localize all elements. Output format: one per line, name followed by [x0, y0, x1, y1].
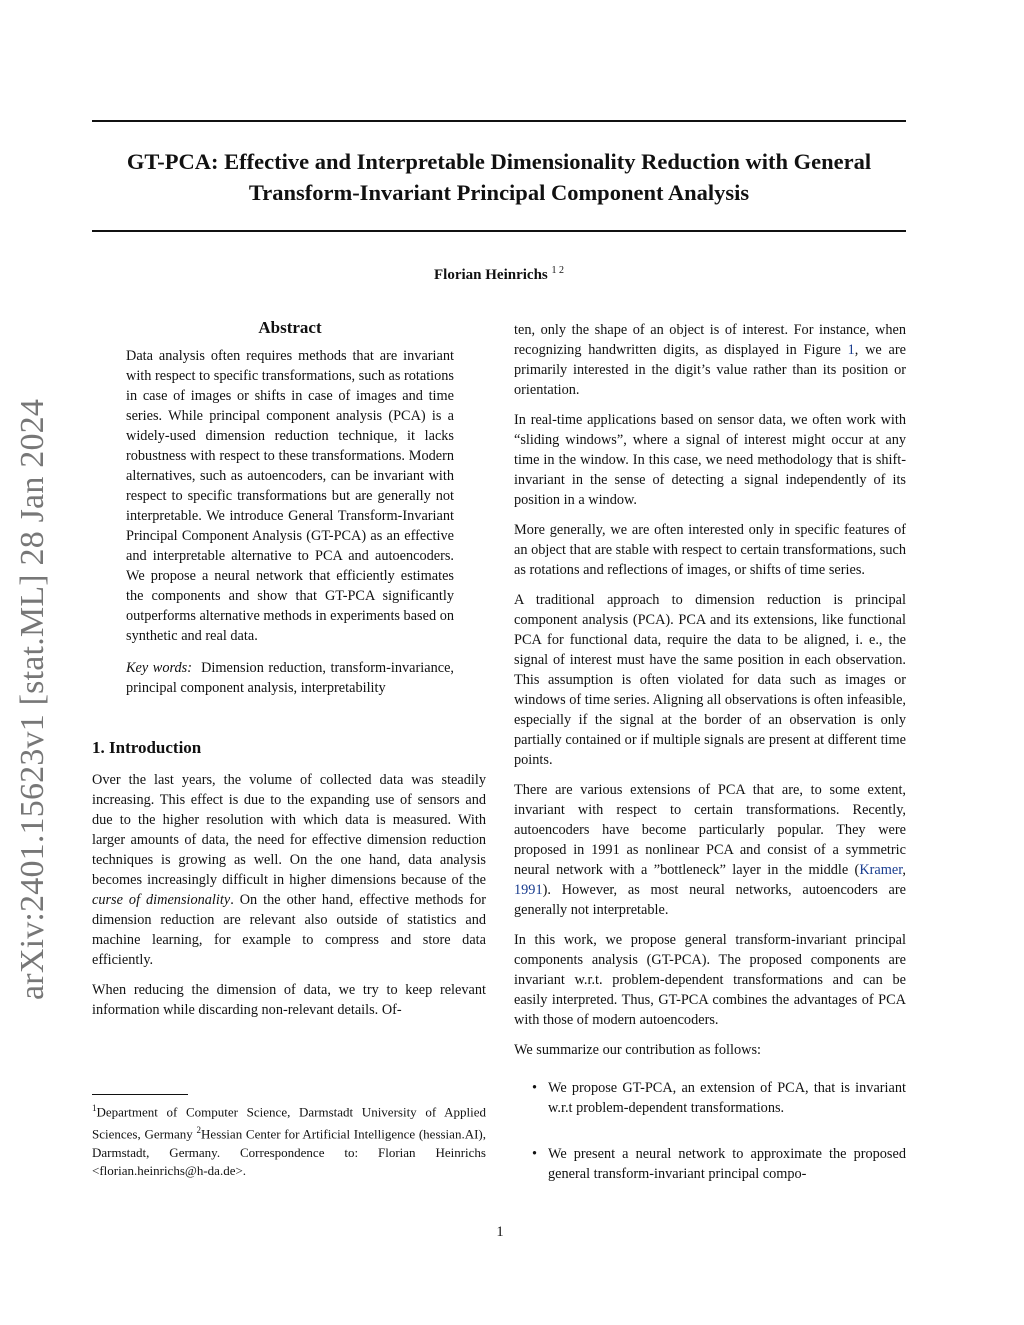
footnote-text — [92, 1099, 486, 1180]
figure-1-link[interactable]: 1 — [847, 342, 855, 358]
right-p5-separator: , — [902, 862, 906, 878]
title-rule-bottom — [92, 230, 906, 232]
keywords — [126, 658, 454, 698]
list-item — [514, 1078, 906, 1118]
left-column — [92, 318, 486, 1030]
intro-paragraph-2: When reducing the dimension of data, we try to keep relevant information while discarding non-relevant details. Of- — [92, 982, 486, 1018]
arxiv-identifier[interactable]: arXiv:2401.15623v1 [stat.ML] 28 Jan 2024 — [14, 398, 51, 1000]
right-paragraph-6: In this work, we propose general transform-invariant principal components analysis (GT-PCA). The proposed components are invariant w.r.t. problem-dependent transformations and can be easily interpreted. Thus, GT-PCA combines the advantages of PCA with those of modern autoencoders. — [514, 932, 906, 1028]
list-item-text: We propose GT-PCA, an extension of PCA, that is invariant w.r.t problem-dependent transformations. — [548, 1080, 906, 1116]
citation-year-link[interactable]: 1991 — [514, 882, 543, 898]
right-paragraph-7: We summarize our contribution as follows: — [514, 1042, 762, 1058]
right-paragraph-4: A traditional approach to dimension reduction is principal component analysis (PCA). PCA and its extensions, like functional PCA for functional data, require the data to be aligned, i. e., the signal of interest must have the same position in each observation. This assumption is often violated for data such as images or windows of time series. Aligning all observations is often infeasible, especially if the signal at the border of an observation is only partially contained or if multiple signals are present at different time points. — [514, 592, 906, 768]
right-paragraph-1 — [514, 320, 906, 400]
keywords-label: Key words: — [126, 660, 192, 676]
keywords-text: Dimension reduction, transform-invariance, principal component analysis, interpretability — [126, 660, 454, 696]
page-number: 1 — [496, 1224, 504, 1240]
right-paragraph-2: In real-time applications based on sensor data, we often work with “sliding windows”, where a signal of interest might occur at any time in the window. In this case, we need methodology that is shift-invariant in the sense of detecting a signal independently of its position in a window. — [514, 412, 906, 508]
abstract — [126, 318, 454, 698]
footnote-rule — [92, 1094, 188, 1095]
contribution-list — [514, 1078, 906, 1184]
right-paragraph-5 — [514, 780, 906, 920]
intro-p1-text-b: . On the other hand, effective methods for dimension reduction are relevant also outside of statistics and machine learning, for example to compress and store data efficiently. — [92, 892, 486, 968]
footnote-mark-1: 1 — [92, 1103, 97, 1113]
author-name: Florian Heinrichs — [434, 267, 548, 283]
abstract-text: Data analysis often requires methods that are invariant with respect to specific transformations, such as rotations in case of images or shifts in case of images and time series. While principal component analysis (PCA) is a widely-used dimension reduction technique, it lacks robustness with respect to these transformations. Modern alternatives, such as autoencoders, can be invariant with respect to specific transformations but are generally not interpretable. We introduce General Transform-Invariant Principal Component Analysis (GT-PCA) as an effective and interpretable alternative to PCA and autoencoders. We propose a neural network that efficiently estimates the components and show that GT-PCA significantly outperforms alternative methods in experiments based on synthetic and real data. — [126, 348, 454, 644]
list-item-text: We present a neural network to approximate the proposed general transform-invariant principal compo- — [548, 1146, 906, 1182]
author — [92, 265, 906, 284]
list-item — [514, 1144, 906, 1184]
author-affiliation-marks: 1 2 — [551, 265, 564, 276]
section-heading-introduction: 1. Introduction — [92, 738, 202, 757]
right-column — [514, 320, 906, 1210]
footnote-affil-1: Department of Computer Science, Darmstadt University of Applied Sciences, Germany — [92, 1104, 486, 1142]
bullet-icon: • — [532, 1146, 538, 1162]
right-p5-text-a: There are various extensions of PCA that are, to some extent, invariant with respect to certain transformations. Recently, autoencoders have become particularly popular. They were proposed in 1991 as nonlinear PCA and consist of a symmetric neural network with a ”bottleneck” layer in the middle ( — [514, 782, 906, 878]
right-paragraph-3: More generally, we are often interested only in specific features of an object that are stable with respect to certain transformations, such as rotations and reflections of images, or shifts of time series. — [514, 522, 906, 578]
footnote-mark-2: 2 — [196, 1125, 202, 1136]
paper-title: GT-PCA: Effective and Interpretable Dimensionality Reduction with General Transform-Invariant Principal Component Analysis — [126, 149, 872, 205]
right-p1-text-b: , we are primarily interested in the digit’s value rather than its position or orientation. — [514, 342, 906, 398]
intro-p1-emphasis: curse of dimensionality — [92, 892, 231, 908]
footnote — [92, 1094, 486, 1180]
intro-paragraph-1 — [92, 770, 486, 970]
bullet-icon: • — [532, 1080, 538, 1096]
right-p5-text-b: ). However, as most neural networks, autoencoders are generally not interpretable. — [514, 882, 906, 918]
citation-kramer-link[interactable]: Kramer — [859, 862, 903, 878]
title-rule-top — [92, 120, 906, 122]
footnote-affil-2: Hessian Center for Artificial Intelligence (hessian.AI), Darmstadt, Germany. Correspondence to: Florian Heinrichs <florian.heinrichs@h-da.de>. — [92, 1126, 486, 1178]
right-p1-text-a: ten, only the shape of an object is of interest. For instance, when recognizing handwritten digits, as displayed in Figure — [514, 322, 906, 358]
intro-p1-text-a: Over the last years, the volume of collected data was steadily increasing. This effect is due to the expanding use of sensors and due to the higher resolution with which data is measured. With larger amounts of data, the need for effective dimension reduction techniques is growing as well. On the one hand, data analysis becomes increasingly difficult in higher dimensions because of the — [92, 772, 486, 888]
abstract-heading: Abstract — [258, 318, 322, 337]
